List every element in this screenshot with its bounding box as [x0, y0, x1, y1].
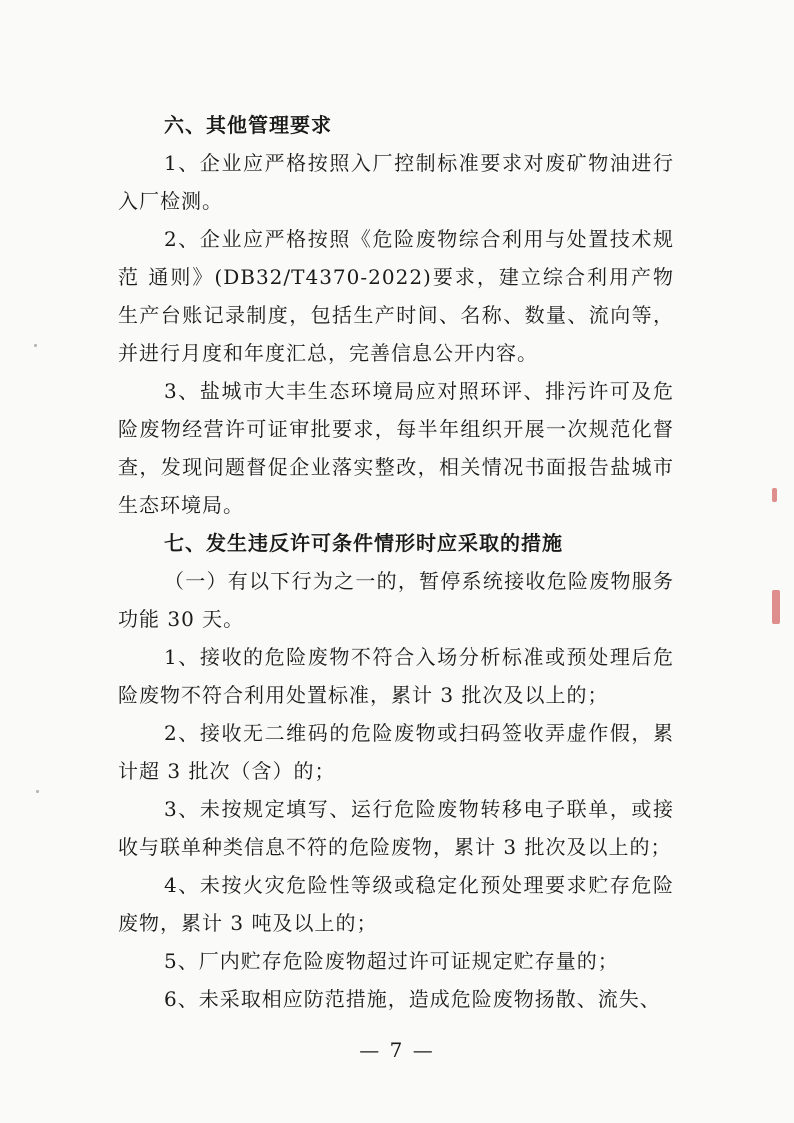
section-7-item-6: 6、未采取相应防范措施，造成危险废物扬散、流失、 [164, 987, 661, 1011]
red-seal-edge [772, 488, 777, 502]
scan-speck [36, 790, 39, 793]
section-7-item-3: 3、未按规定填写、运行危险废物转移电子联单，或接收与联单种类信息不符的危险废物，累计 3 批次及以上的； [118, 797, 674, 859]
section-7-item-1: 1、接收的危险废物不符合入场分析标准或预处理后危险废物不符合利用处置标准，累计 3 批次及以上的； [118, 645, 674, 707]
section-7-item-5: 5、厂内贮存危险废物超过许可证规定贮存量的； [164, 949, 619, 973]
section-6-item-2: 2、企业应严格按照《危险废物综合利用与处置技术规范 通则》(DB32/T4370-2022)要求，建立综合利用产物生产台账记录制度，包括生产时间、名称、数量、流向等，并进行月度和年度汇总，完善信息公开内容。 [118, 227, 674, 365]
section-6-item-3: 3、盐城市大丰生态环境局应对照环评、排污许可及危险废物经营许可证审批要求，每半年组织开展一次规范化督查，发现问题督促企业落实整改，相关情况书面报告盐城市生态环境局。 [118, 379, 674, 517]
red-seal-edge [772, 590, 780, 624]
document-body [118, 106, 674, 1018]
scan-speck [34, 344, 37, 347]
section-7-heading: 七、发生违反许可条件情形时应采取的措施 [164, 531, 563, 555]
section-7-item-2: 2、接收无二维码的危险废物或扫码签收弄虚作假，累计超 3 批次（含）的； [118, 721, 674, 783]
section-7-item-4: 4、未按火灾危险性等级或稳定化预处理要求贮存危险废物，累计 3 吨及以上的； [118, 873, 674, 935]
page-number: — 7 — [359, 1038, 435, 1062]
section-7-subsection-1: （一）有以下行为之一的，暂停系统接收危险废物服务功能 30 天。 [118, 569, 674, 631]
section-6-heading: 六、其他管理要求 [164, 113, 332, 137]
section-6-item-1: 1、企业应严格按照入厂控制标准要求对废矿物油进行入厂检测。 [118, 151, 674, 213]
